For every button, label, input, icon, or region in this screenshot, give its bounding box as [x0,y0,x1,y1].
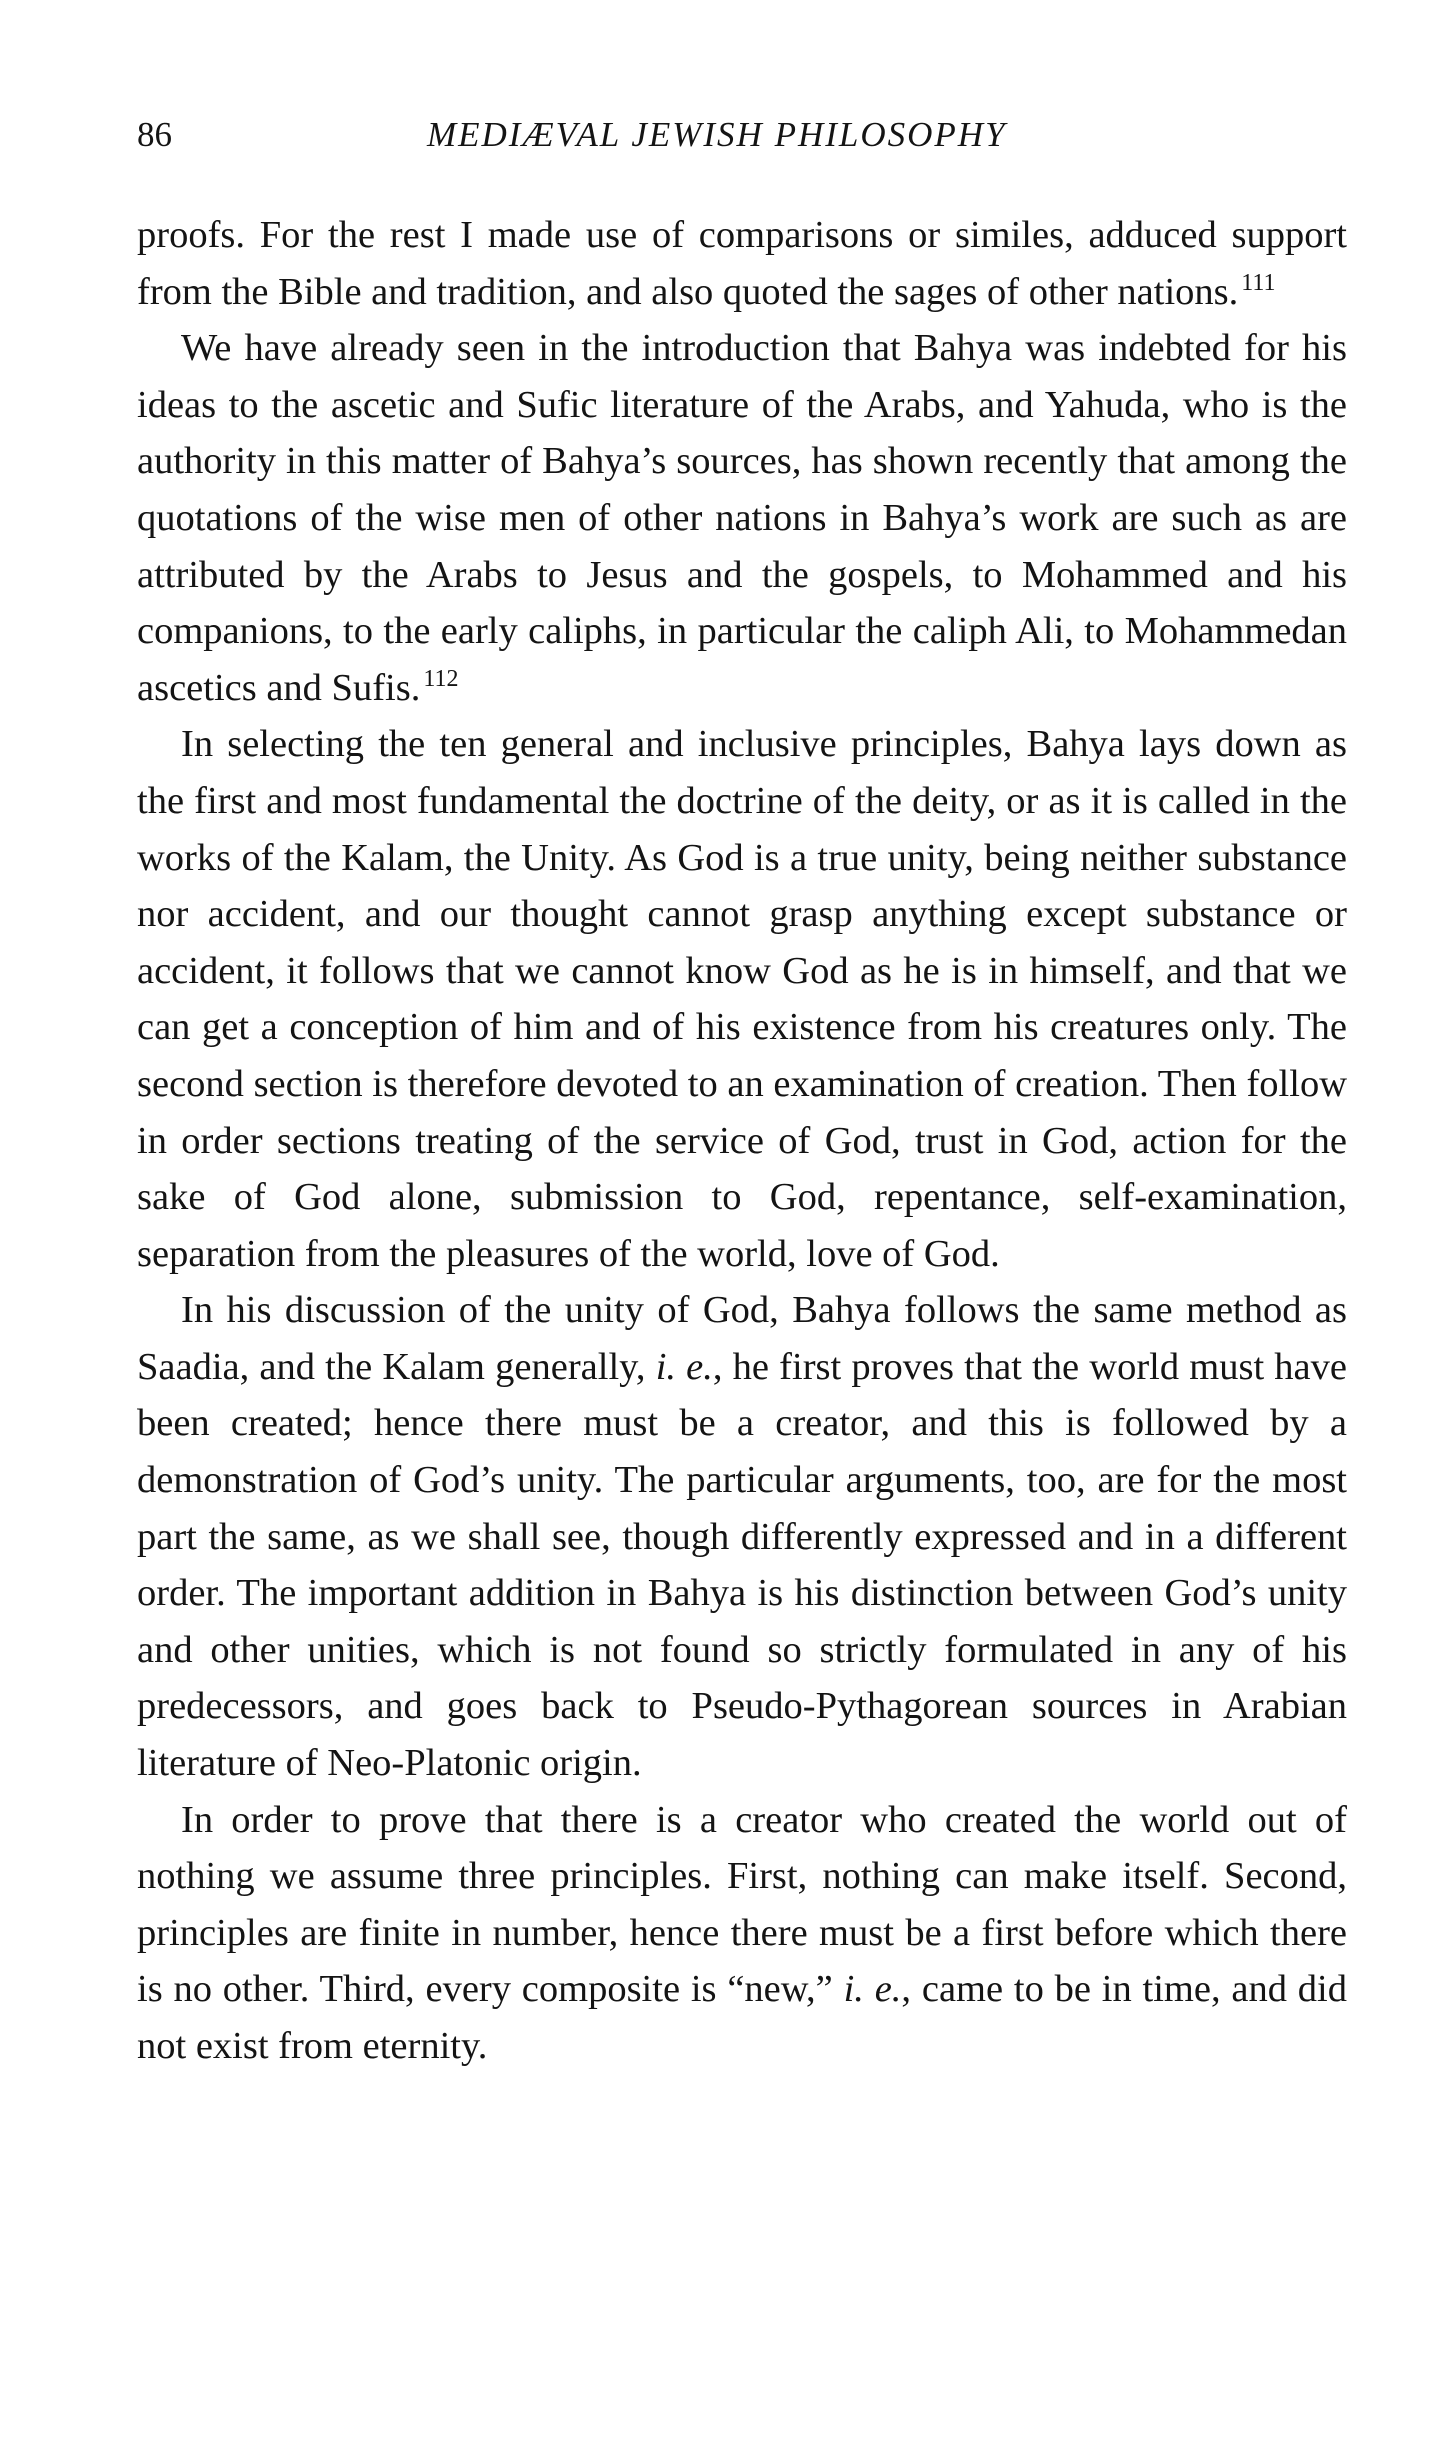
paragraph-text: In his discussion of the unity of God, Bahya follows the same method as Saadia, and the Kalam generally, [137,1289,1347,1388]
paragraph-2 [137,320,1347,716]
page-header [137,105,1347,165]
paragraph-text: In selecting the ten general and inclusive principles, Bahya lays down as the first and most fundamental the doctrine of the deity, or as it is called in the works of the Kalam, the Unity. As God is a true unity, being neither substance nor accident, and our thought cannot grasp anything except substance or accident, it follows that we cannot know God as he is in himself, and that we can get a conception of him and of his existence from his creatures only. The second section is therefore devoted to an examination of creation. Then follow in order sections treating of the service of God, trust in God, action for the sake of God alone, submission to God, repentance, self-examination, separation from the pleasures of the world, love of God. [137,723,1347,1275]
running-head: MEDIÆVAL JEWISH PHILOSOPHY [427,115,1007,154]
footnote-marker: 112 [423,665,459,692]
paragraph-text: We have already seen in the introduction that Bahya was indebted for his ideas to the ascetic and Sufic literature of the Arabs, and Yahuda, who is the authority in this matter of Bahya’s sources, has shown recently that among the quotations of the wise men of other nations in Bahya’s work are such as are attributed by the Arabs to Jesus and the gospels, to Mohammed and his companions, to the early caliphs, in particular the caliph Ali, to Mohammedan ascetics and Sufis. [137,327,1347,709]
paragraph-4 [137,1282,1347,1791]
italic-abbreviation: i. e. [655,1345,713,1388]
paragraph-3 [137,716,1347,1282]
italic-abbreviation: i. e. [843,1968,902,2011]
paragraph-text: In order to prove that there is a creator who created the world out of nothing we assume three principles. First, nothing can make itself. Second, principles are finite in number, hence there must be a first before which there is no other. Third, every composite is “new,” [137,1798,1347,2011]
paragraph-5 [137,1792,1347,2075]
body-text [137,207,1347,2075]
footnote-marker: 111 [1241,269,1276,296]
paragraph-text: , he first proves that the world must have been created; hence there must be a creator, and this is followed by a demonstration of God’s unity. The particular arguments, too, are for the most part the same, as we shall see, though differently expressed and in a different order. The important addition in Bahya is his distinction between God’s unity and other unities, which is not found so strictly formulated in any of his predecessors, and goes back to Pseudo-Pythagorean sources in Arabian literature of Neo-Platonic origin. [137,1345,1347,1785]
paragraph-text: , came to be in time, and did not exist from eternity. [137,1968,1347,2067]
paragraph-1 [137,207,1347,320]
book-page [137,105,1347,2075]
page-number: 86 [137,115,172,154]
paragraph-text: proofs. For the rest I made use of comparisons or similes, adduced support from the Bible and tradition, and also quoted the sages of other nations. [137,214,1347,313]
